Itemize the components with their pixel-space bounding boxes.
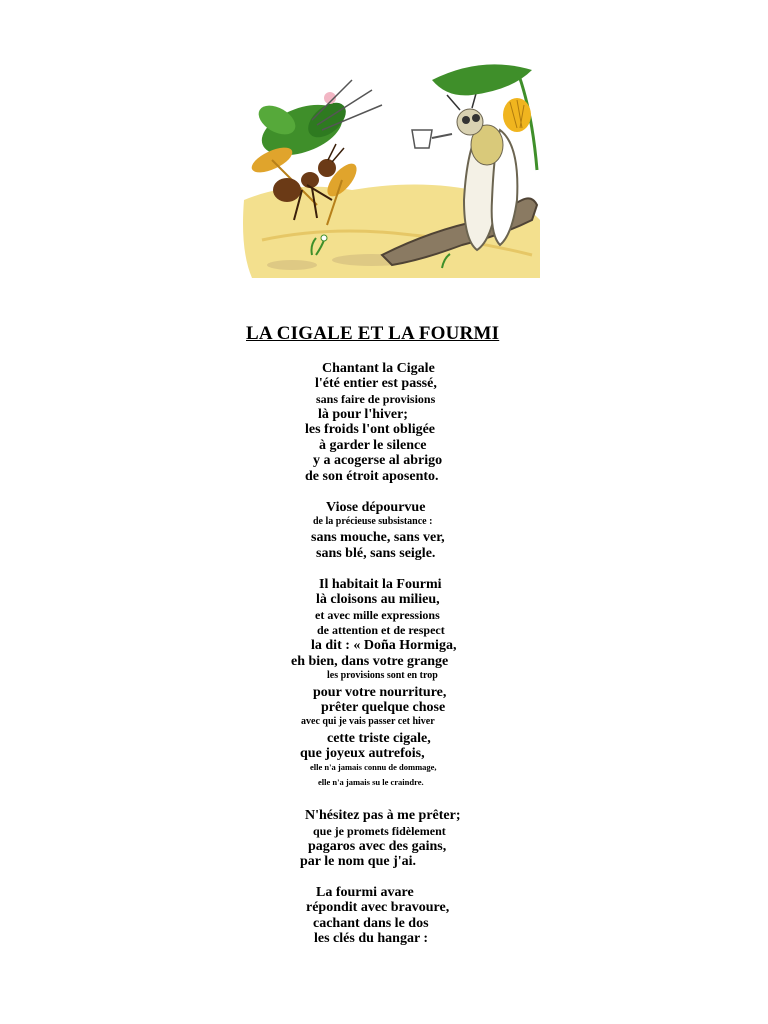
poem-line: prêter quelque chose xyxy=(321,700,446,715)
poem-line: y a acogerse al abrigo xyxy=(313,453,443,468)
poem-line: eh bien, dans votre grange xyxy=(291,654,449,669)
poem-line: de son étroit aposento. xyxy=(305,469,439,484)
poem-line: Viose dépourvue xyxy=(326,500,426,515)
poem-line: cette triste cigale, xyxy=(327,731,431,746)
poem-line: pour votre nourriture, xyxy=(313,685,447,700)
poem-line: là pour l'hiver; xyxy=(318,407,408,422)
poem-line: les froids l'ont obligée xyxy=(305,422,436,437)
poem-line: que je promets fidèlement xyxy=(313,824,446,838)
poem-line: Il habitait la Fourmi xyxy=(319,577,442,592)
poem-line: les clés du hangar : xyxy=(314,931,429,946)
poem-line: elle n'a jamais su le craindre. xyxy=(318,777,424,787)
poem-line: N'hésitez pas à me prêter; xyxy=(305,808,461,823)
poem-line: que joyeux autrefois, xyxy=(300,746,425,761)
poem-line: pagaros avec des gains, xyxy=(308,839,447,854)
poem-line: avec qui je vais passer cet hiver xyxy=(301,716,435,727)
fable-illustration xyxy=(232,50,544,280)
poem-title: LA CIGALE ET LA FOURMI xyxy=(246,323,500,344)
poem-line: répondit avec bravoure, xyxy=(306,900,450,915)
poem-line: cachant dans le dos xyxy=(313,916,429,931)
poem-line: sans blé, sans seigle. xyxy=(316,546,436,561)
umbrella-leaf xyxy=(432,64,532,95)
poem-line: les provisions sont en trop xyxy=(327,670,438,681)
poem-line: sans faire de provisions xyxy=(316,392,436,406)
poem-line: elle n'a jamais connu de dommage, xyxy=(310,762,437,772)
poem-line: La fourmi avare xyxy=(316,885,414,900)
poem-line: la dit : « Doña Hormiga, xyxy=(311,638,457,653)
poem-line: sans mouche, sans ver, xyxy=(311,530,445,545)
poem-line: à garder le silence xyxy=(319,438,427,453)
poem-line: de la précieuse subsistance : xyxy=(313,516,433,527)
poem-line: de attention et de respect xyxy=(317,623,445,637)
poem-line: l'été entier est passé, xyxy=(315,376,437,391)
poem-line: Chantant la Cigale xyxy=(322,361,435,376)
poem-line: là cloisons au milieu, xyxy=(316,592,440,607)
poem-line: et avec mille expressions xyxy=(315,608,440,622)
poem-line: par le nom que j'ai. xyxy=(300,854,417,869)
